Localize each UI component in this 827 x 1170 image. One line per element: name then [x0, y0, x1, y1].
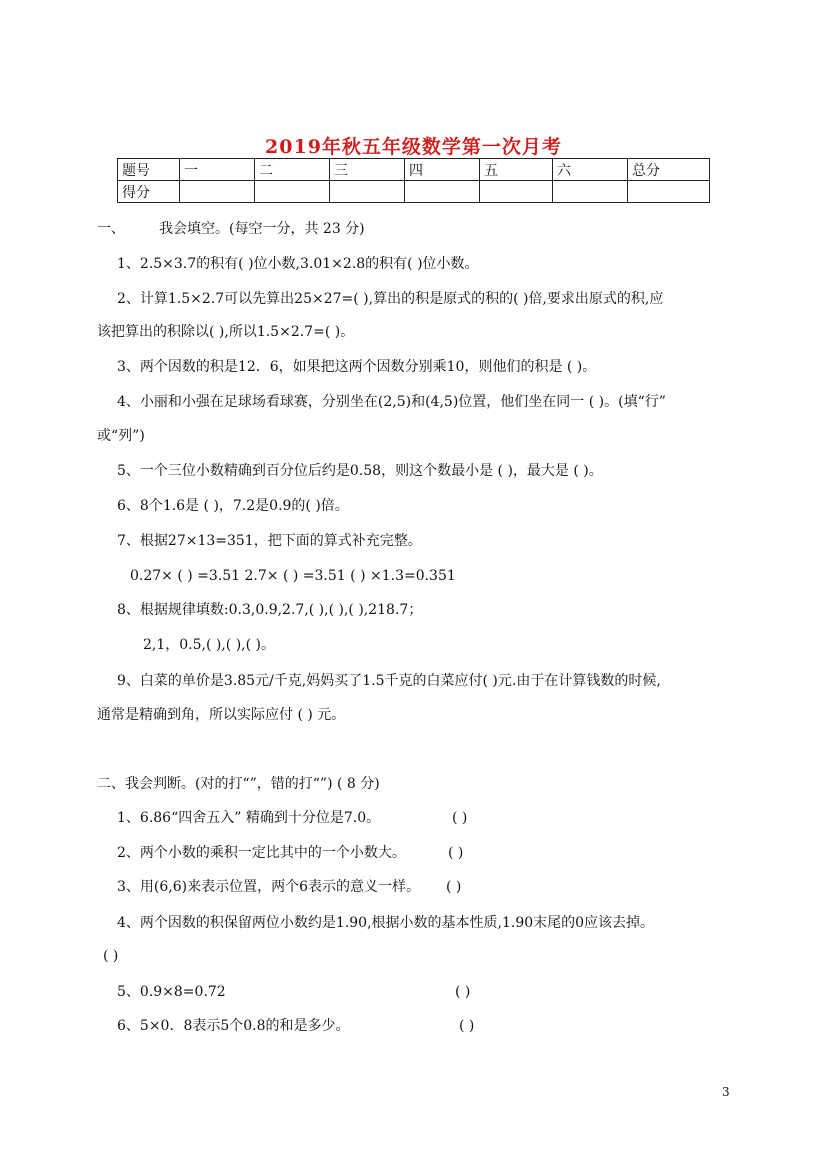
judge-answer-3[interactable]: ( )	[446, 879, 462, 895]
question-7-equations: 0.27× ( ) =3.51 2.7× ( ) =3.51 ( ) ×1.3=0.351	[130, 568, 456, 584]
score-cell: 三	[330, 159, 405, 181]
section2-heading: 二、我会判断。(对的打“”，错的打“”) ( 8 分)	[97, 776, 380, 792]
score-input-cell[interactable]	[330, 181, 405, 203]
question-7: 7、根据27×13=351，把下面的算式补充完整。	[117, 533, 422, 549]
judge-item-5: 5、0.9×8=0.72	[117, 984, 226, 1000]
section1-heading	[97, 219, 365, 239]
section1-number: 一、	[97, 221, 125, 237]
score-cell: 题号	[118, 159, 180, 181]
score-cell: 一	[180, 159, 255, 181]
score-cell: 五	[480, 159, 553, 181]
page-title: 2019年秋五年级数学第一次月考	[265, 136, 562, 158]
score-table	[117, 158, 710, 203]
judge-item-1: 1、6.86“四舍五入” 精确到十分位是7.0。	[117, 810, 381, 826]
question-8-cont: 2,1，0.5,( ),( ),( )。	[143, 637, 276, 653]
page-number: 3	[722, 1085, 730, 1099]
question-2-cont: 该把算出的积除以( ),所以1.5×2.7=( )。	[97, 324, 355, 340]
judge-answer-5[interactable]: ( )	[455, 984, 471, 1000]
question-4: 4、小丽和小强在足球场看球赛，分别坐在(2,5)和(4,5)位置，他们坐在同一 ( )。(填“行”	[117, 394, 666, 410]
section1-heading-text: 我会填空。(每空一分，共 23 分)	[159, 221, 365, 237]
judge-item-3: 3、用(6,6)来表示位置，两个6表示的意义一样。	[117, 879, 421, 895]
judge-item-6: 6、5×0．8表示5个0.8的和是多少。	[117, 1018, 350, 1034]
question-9-cont: 通常是精确到角，所以实际应付 ( ) 元。	[97, 707, 346, 723]
score-input-cell[interactable]	[553, 181, 628, 203]
score-input-cell[interactable]	[480, 181, 553, 203]
judge-item-2: 2、两个小数的乘积一定比其中的一个小数大。	[117, 845, 406, 861]
score-input-cell[interactable]	[405, 181, 480, 203]
question-8: 8、根据规律填数:0.3,0.9,2.7,( ),( ),( ),218.7；	[117, 602, 423, 618]
judge-answer-2[interactable]: ( )	[448, 845, 464, 861]
question-5: 5、一个三位小数精确到百分位后约是0.58，则这个数最小是 ( )，最大是 ( )。	[117, 463, 603, 479]
score-cell: 二	[255, 159, 330, 181]
score-cell: 四	[405, 159, 480, 181]
score-table-score-row	[118, 181, 710, 203]
score-table-header-row	[118, 159, 710, 181]
score-input-cell[interactable]	[628, 181, 710, 203]
question-9: 9、白菜的单价是3.85元/千克,妈妈买了1.5千克的白菜应付( )元.由于在计算钱数的时候,	[117, 673, 661, 689]
score-cell: 总分	[628, 159, 710, 181]
question-4-cont: 或“列”)	[97, 428, 145, 444]
question-6: 6、8个1.6是 ( )，7.2是0.9的( )倍。	[117, 498, 349, 514]
score-cell: 得分	[118, 181, 180, 203]
score-input-cell[interactable]	[180, 181, 255, 203]
score-cell: 六	[553, 159, 628, 181]
judge-answer-1[interactable]: ( )	[452, 810, 468, 826]
judge-item-4: 4、两个因数的积保留两位小数约是1.90,根据小数的基本性质,1.90末尾的0应该去掉。	[117, 915, 655, 931]
question-3: 3、两个因数的积是12．6，如果把这两个因数分别乘10，则他们的积是 ( )。	[117, 359, 597, 375]
question-2: 2、计算1.5×2.7可以先算出25×27=( ),算出的积是原式的积的( )倍,要求出原式的积,应	[117, 291, 664, 307]
judge-answer-4[interactable]: ( )	[103, 948, 119, 964]
question-1: 1、2.5×3.7的积有( )位小数,3.01×2.8的积有( )位小数。	[117, 256, 479, 272]
judge-answer-6[interactable]: ( )	[459, 1018, 475, 1034]
score-input-cell[interactable]	[255, 181, 330, 203]
